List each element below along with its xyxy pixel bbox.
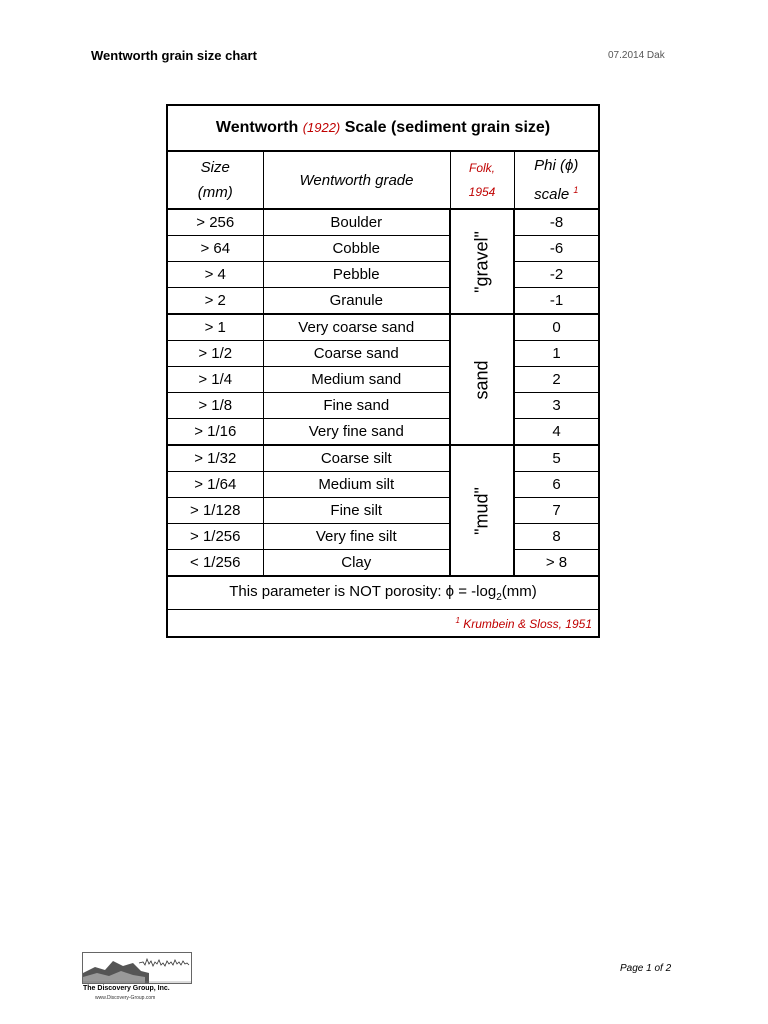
porosity-note-text: This parameter is NOT porosity: ϕ = -log: [229, 583, 497, 600]
grade-cell: Boulder: [263, 209, 450, 236]
grade-cell: Coarse silt: [263, 445, 450, 472]
grade-cell: Very fine silt: [263, 524, 450, 550]
grade-cell: Very coarse sand: [263, 314, 450, 341]
phi-cell: 1: [514, 341, 599, 367]
folk-label-sand: sand: [471, 359, 492, 400]
grade-cell: Fine sand: [263, 393, 450, 419]
company-logo: [82, 952, 192, 1006]
phi-cell: 7: [514, 498, 599, 524]
grade-cell: Medium sand: [263, 367, 450, 393]
header-folk-line2: 1954: [468, 185, 496, 199]
size-cell: < 1/256: [167, 550, 263, 577]
header-phi-footnote-mark: 1: [573, 185, 579, 195]
grade-cell: Coarse sand: [263, 341, 450, 367]
size-cell: > 256: [167, 209, 263, 236]
phi-cell: 0: [514, 314, 599, 341]
grade-cell: Cobble: [263, 236, 450, 262]
phi-cell: 3: [514, 393, 599, 419]
phi-cell: > 8: [514, 550, 599, 577]
folk-group-sand: [450, 314, 514, 445]
grade-cell: Pebble: [263, 262, 450, 288]
document-title: Wentworth grain size chart: [91, 48, 257, 63]
phi-cell: 5: [514, 445, 599, 472]
folk-group-mud: [450, 445, 514, 576]
size-cell: > 1/2: [167, 341, 263, 367]
size-cell: > 1/64: [167, 472, 263, 498]
citation-text: Krumbein & Sloss, 1951: [463, 616, 592, 631]
porosity-note-end: (mm): [501, 583, 537, 600]
header-phi: [514, 151, 599, 209]
header-phi-line2: [515, 178, 599, 207]
citation-mark: 1: [455, 615, 460, 625]
phi-cell: -1: [514, 288, 599, 315]
folk-group-gravel: [450, 209, 514, 314]
table-title: [167, 105, 599, 151]
size-cell: > 1/16: [167, 419, 263, 446]
size-cell: > 64: [167, 236, 263, 262]
table-title-year: (1922): [302, 120, 341, 135]
logo-company-name: The Discovery Group, Inc.: [83, 985, 170, 992]
logo-company-url: www.Discovery-Group.com: [95, 995, 156, 1001]
folk-label-gravel: "gravel": [471, 230, 492, 293]
page-number: Page 1 of 2: [620, 963, 672, 974]
header-phi-line1: Phi (ϕ): [534, 157, 579, 174]
logo-graphic: [82, 952, 192, 984]
header-phi-scale: scale: [534, 186, 570, 203]
phi-cell: 4: [514, 419, 599, 446]
size-cell: > 1: [167, 314, 263, 341]
phi-cell: 6: [514, 472, 599, 498]
header-size: [167, 151, 263, 209]
header-folk: [450, 151, 514, 209]
size-cell: > 2: [167, 288, 263, 315]
grade-cell: Very fine sand: [263, 419, 450, 446]
wentworth-scale-table: [166, 104, 600, 638]
header-folk-line1: Folk,: [468, 161, 495, 175]
table-title-suffix: Scale (sediment grain size): [344, 119, 551, 136]
phi-cell: -6: [514, 236, 599, 262]
header-size-line2: (mm): [197, 184, 233, 201]
size-cell: > 1/256: [167, 524, 263, 550]
porosity-note-subscript: 2: [496, 592, 502, 603]
grade-cell: Fine silt: [263, 498, 450, 524]
header-grade: Wentworth grade: [263, 151, 450, 209]
size-cell: > 1/8: [167, 393, 263, 419]
folk-label-mud: "mud": [471, 486, 492, 535]
size-cell: > 4: [167, 262, 263, 288]
grade-cell: Clay: [263, 550, 450, 577]
phi-cell: 2: [514, 367, 599, 393]
grade-cell: Granule: [263, 288, 450, 315]
size-cell: > 1/4: [167, 367, 263, 393]
document-date: 07.2014 Dak: [608, 50, 665, 61]
size-cell: > 1/32: [167, 445, 263, 472]
citation: [167, 610, 599, 638]
phi-cell: -2: [514, 262, 599, 288]
size-cell: > 1/128: [167, 498, 263, 524]
phi-cell: -8: [514, 209, 599, 236]
porosity-note: [167, 576, 599, 610]
table-title-prefix: Wentworth: [215, 119, 299, 136]
phi-cell: 8: [514, 524, 599, 550]
header-size-line1: Size: [200, 159, 230, 176]
logo-mountain-graphic: [83, 953, 191, 983]
grade-cell: Medium silt: [263, 472, 450, 498]
